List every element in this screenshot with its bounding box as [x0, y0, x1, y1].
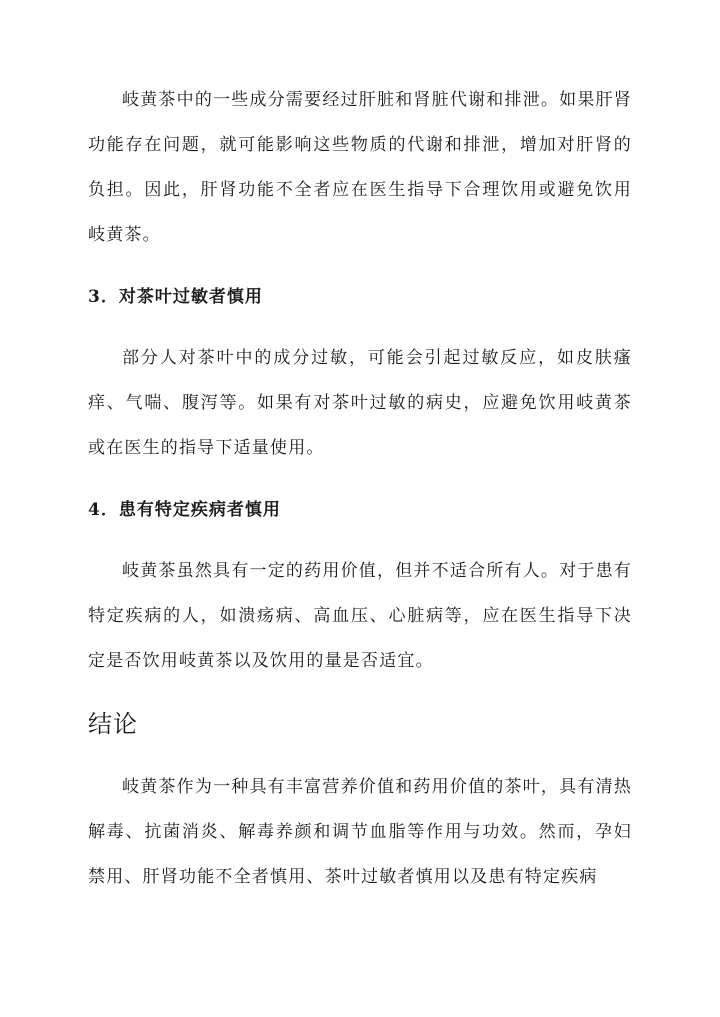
heading-disease-caution: 4．患有特定疾病者慎用 [88, 500, 281, 520]
paragraph-disease: 岐黄茶虽然具有一定的药用价值，但并不适合所有人。对于患有特定疾病的人，如溃疡病、高血压、心脏病等，应在医生指导下决定是否饮用岐黄茶以及饮用的量是否适宜。 [88, 561, 632, 671]
paragraph-allergy: 部分人对茶叶中的成分过敏，可能会引起过敏反应，如皮肤瘙痒、气喘、腹泻等。如果有对茶叶过敏的病史，应避免饮用岐黄茶或在医生的指导下适量使用。 [88, 348, 632, 458]
paragraph-conclusion: 岐黄茶作为一种具有丰富营养价值和药用价值的茶叶，具有清热解毒、抗菌消炎、解毒养颜和调节血脂等作用与功效。然而，孕妇禁用、肝肾功能不全者慎用、茶叶过敏者慎用以及患有特定疾病 [88, 777, 632, 887]
paragraph-liver-kidney: 岐黄茶中的一些成分需要经过肝脏和肾脏代谢和排泄。如果肝肾功能存在问题，就可能影响这些物质的代谢和排泄，增加对肝肾的负担。因此，肝肾功能不全者应在医生指导下合理饮用或避免饮用岐黄茶。 [88, 90, 632, 245]
heading-conclusion: 结论 [88, 710, 138, 738]
heading-allergy-caution: 3．对茶叶过敏者慎用 [88, 287, 263, 307]
document-page [88, 78, 632, 900]
